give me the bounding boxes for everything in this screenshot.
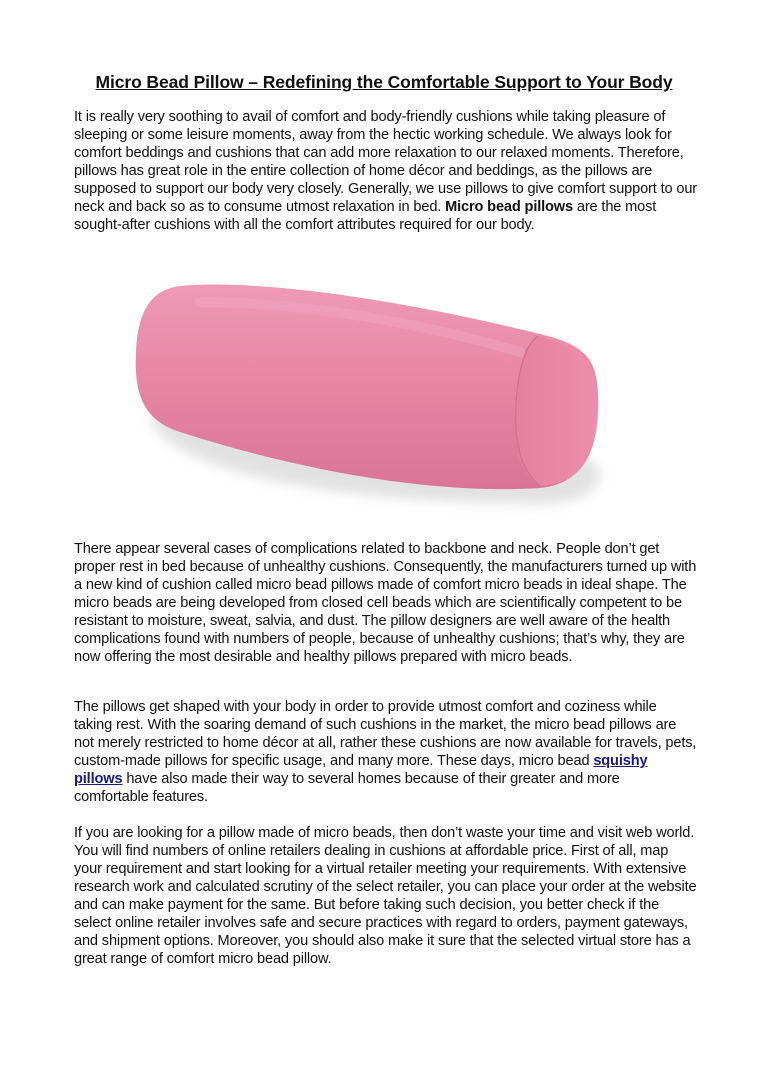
shopping-paragraph: If you are looking for a pillow made of micro beads, then don’t waste your time and visit web world. You will find numbers of online retailers dealing in cushions at affordable price. First of all, map your requirement and start looking for a virtual retailer meeting your requirements. With extensive research work and calculated scrutiny of the select retailer, you can place your order at the website and can make payment for the same. But before taking such decision, you better check if the select online retailer involves safe and secure practices with regard to orders, payment gateways, and shipment options. Moreover, you should also make it sure that the selected virtual store has a great range of comfort micro bead pillow. [74,825,697,967]
document-title: Micro Bead Pillow – Redefining the Comfortable Support to Your Body [95,72,673,92]
intro-paragraph [74,108,698,234]
complications-paragraph: There appear several cases of complications related to backbone and neck. People don’t get proper rest in bed because of unhealthy cushions. Consequently, the manufacturers turned up with a new kind of cushion called micro bead pillows made of comfort micro beads in ideal shape. The micro beads are being developed from closed cell beads which are scientifically competent to be resistant to moisture, sweat, salvia, and dust. The pillow designers are well aware of the health complications found with numbers of people, because of unhealthy cushions; that’s why, they are now offering the most desirable and healthy pillows prepared with micro beads. [74,541,697,665]
comfort-text-after: have also made their way to several homes because of their greater and more comfortable features. [74,771,620,805]
intro-text-before: It is really very soothing to avail of comfort and body-friendly cushions while taking pleasure of sleeping or some leisure moments, away from the hectic working schedule. We always look for comfort beddings and cushions that can add more relaxation to our relaxed moments. Therefore, pillows has great role in the entire collection of home décor and beddings, as the pillows are supposed to support our body very closely. Generally, we use pillows to give comfort support to our neck and back so as to consume utmost relaxation in bed. [74,109,697,215]
pillow-image [120,272,640,520]
intro-bold-keyword: Micro bead pillows [445,199,573,215]
pillow-illustration [120,272,640,520]
comfort-text-before: The pillows get shaped with your body in order to provide utmost comfort and coziness while taking rest. With the soaring demand of such cushions in the market, the micro bead pillows are not merely restricted to home décor at all, rather these cushions are now available for travels, pets, custom-made pillows for specific usage, and many more. These days, micro bead [74,699,697,769]
intro-text-after: are the most sought-after cushions with all the comfort attributes required for our body. [74,199,657,233]
squishy-pillows-link[interactable]: squishy pillows [74,753,648,787]
comfort-paragraph [74,698,698,806]
